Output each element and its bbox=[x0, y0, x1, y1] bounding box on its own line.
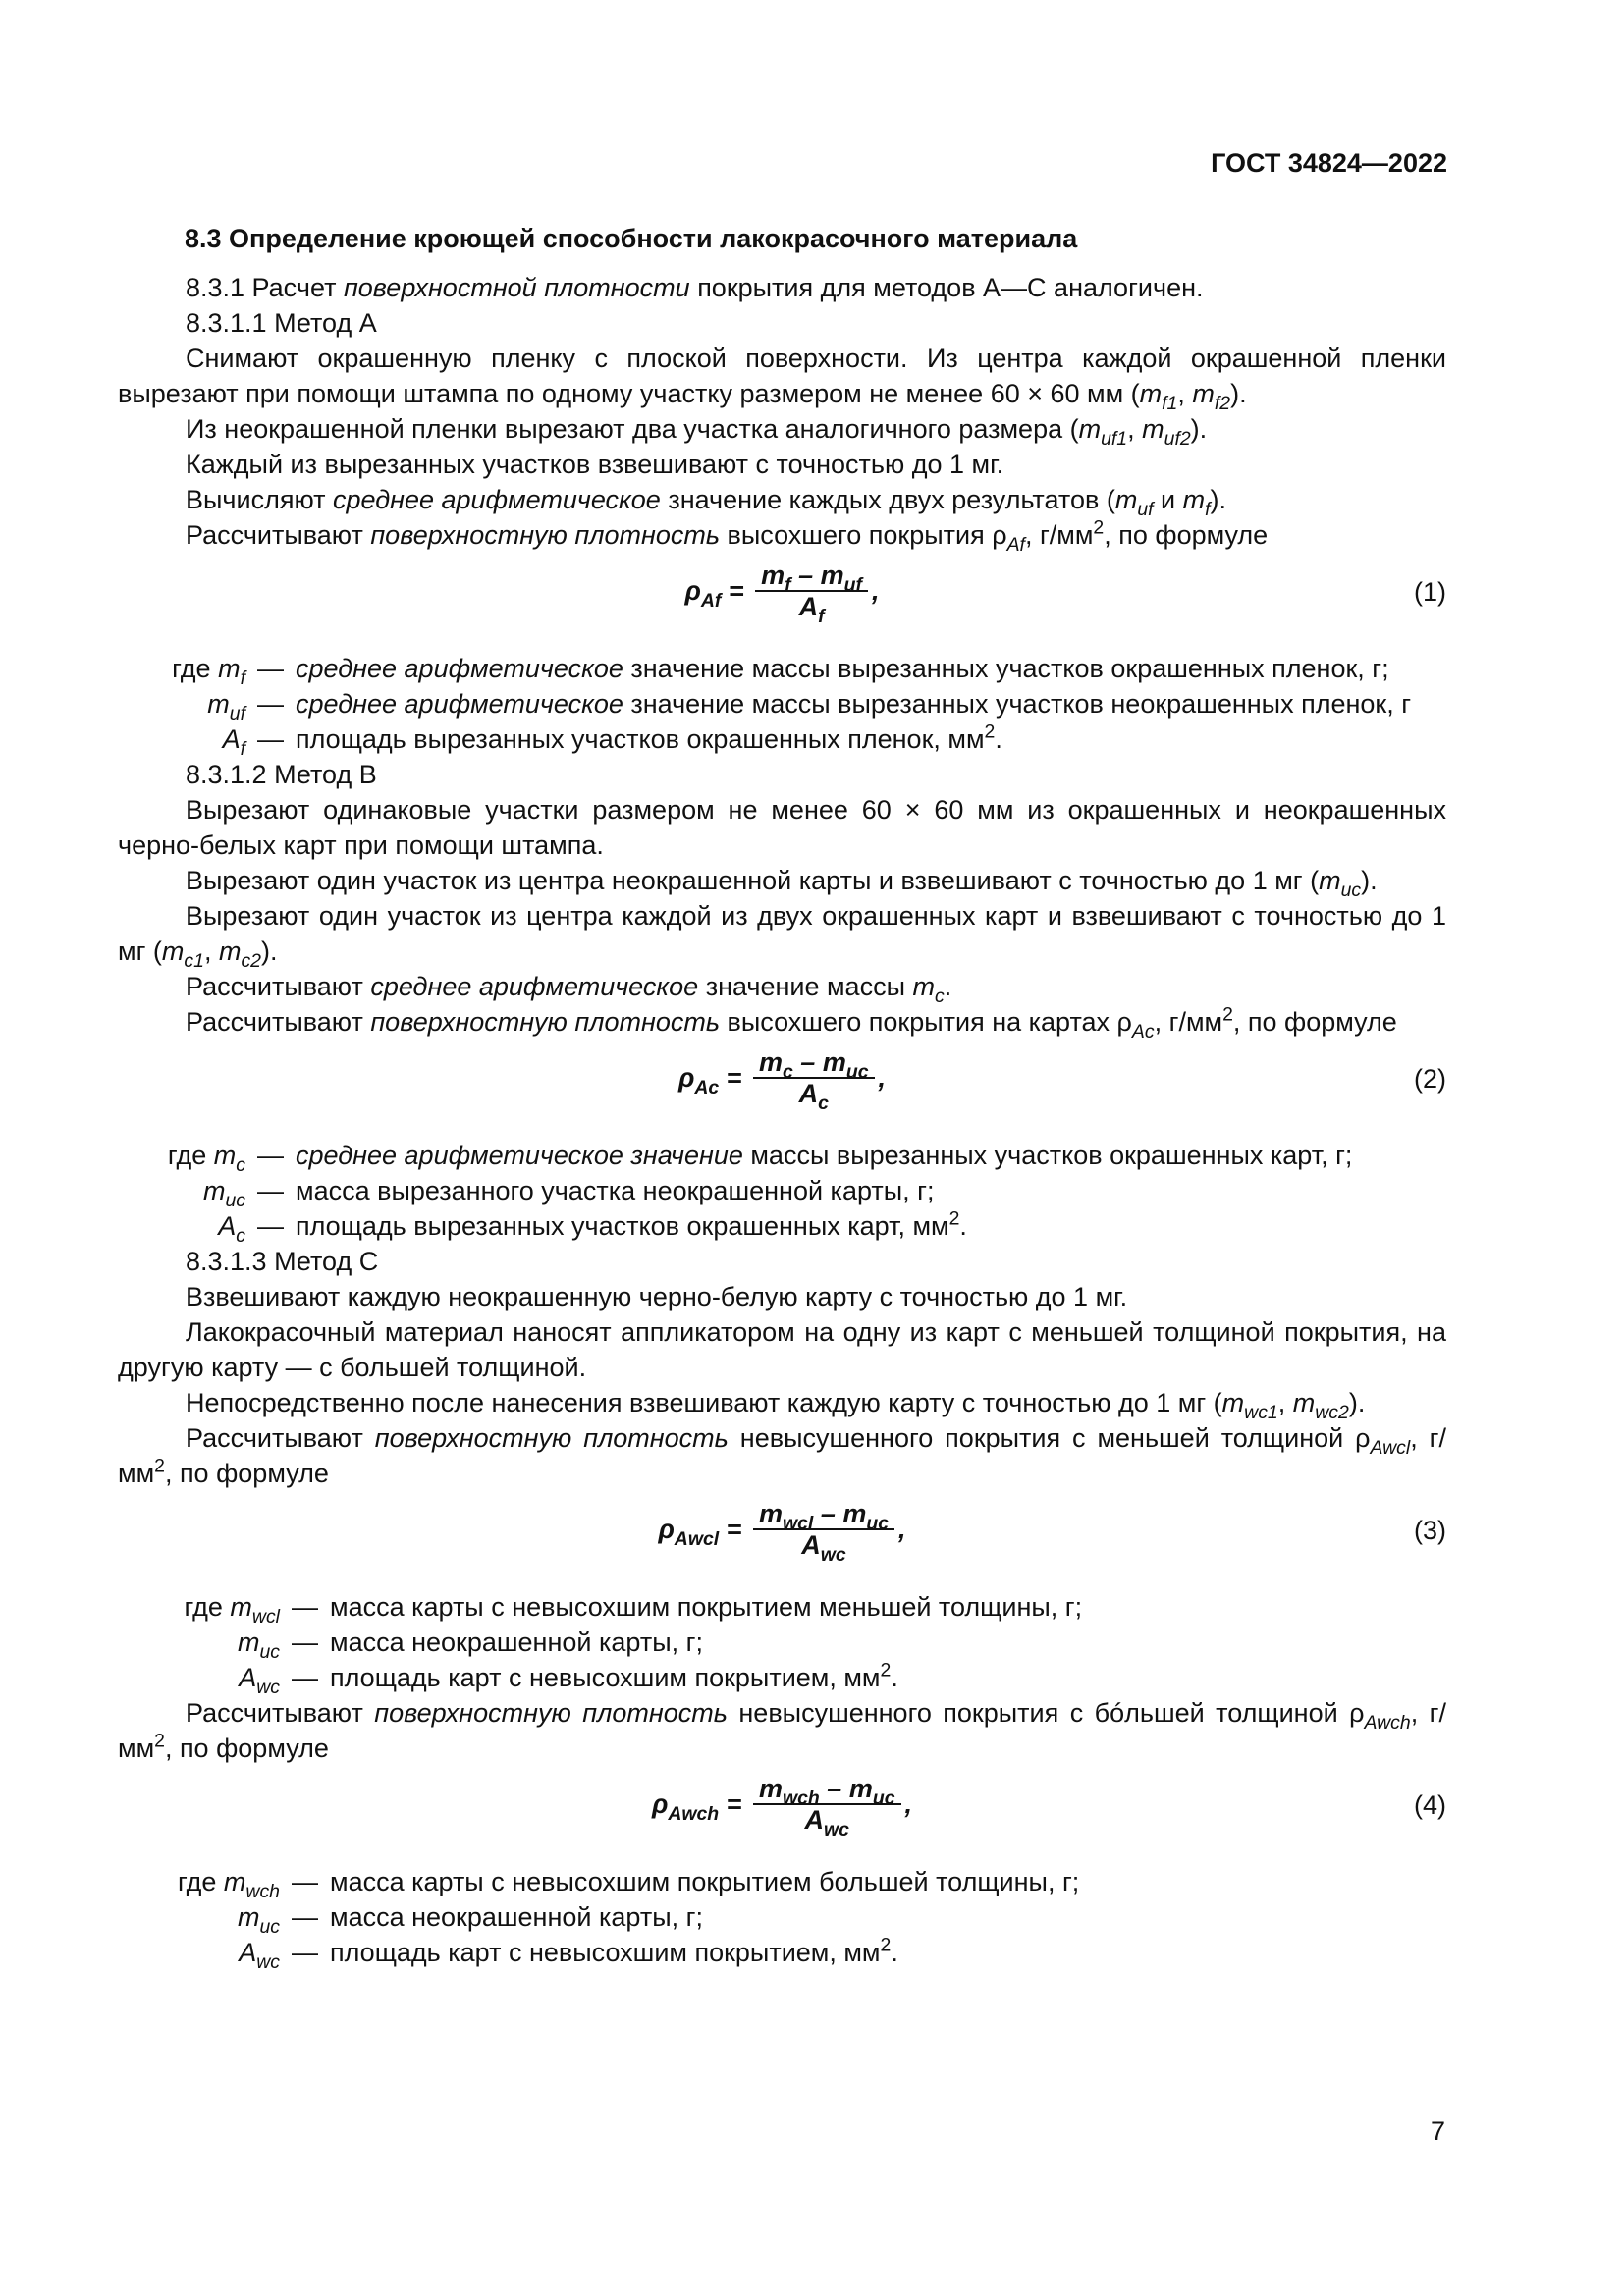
method-b-paragraph-3: Вырезают один участок из центра каждой из двух окрашенных карт и взвешивают с точностью до 1 мг ($m_{c1}$, $m_{c2}$). bbox=[118, 901, 1446, 972]
method-c-paragraph-5: Рассчитывают поверхностную плотность невысушенного покрытия с бóльшей толщиной $\rho_{Awch}$, $г/мм^2$, по формуле bbox=[118, 1698, 1447, 1763]
method-b-paragraph-4: Рассчитывают среднее арифметическое значение массы $m_c$. bbox=[186, 972, 952, 1007]
formula-1-fraction: $\frac{m_f - m_{uf}}{A_f}$ bbox=[755, 561, 868, 621]
method-b-paragraph-2: Вырезают один участок из центра неокрашенной карты и взвешивают с точностью до 1 мг $(m_{uc})$. bbox=[186, 866, 1378, 901]
definition-row: $A_c$ — площадь вырезанных участков окрашенных карт, $мм^2$. bbox=[218, 1207, 967, 1247]
method-a-paragraph-5: Рассчитывают поверхностную плотность высохшего покрытия $\rho_{Af}$, $г/мм^2$, по формуле bbox=[186, 516, 1269, 556]
formula-4-number: (4) bbox=[1414, 1790, 1446, 1820]
definition-row: $m_{uc}$ — масса неокрашенной карты, г; bbox=[237, 1628, 703, 1663]
definition-row: $m_{uc}$ — масса вырезанного участка неокрашенной карты, г; bbox=[202, 1176, 935, 1211]
method-b-paragraph-5: Рассчитывают поверхностную плотность высохшего покрытия на картах $\rho_{Ac}$, $г/мм^2$, по формуле bbox=[186, 1003, 1397, 1042]
formula-4-definitions bbox=[118, 1864, 1446, 1973]
definition-row: $m_{uf}$ — среднее арифметическое значение массы вырезанных участков неокрашенных пленок, г bbox=[207, 689, 1412, 724]
formula-4-fraction: $\frac{m_{wch} - m_{uc}}{A_{wc}}$ bbox=[753, 1774, 901, 1835]
formula-1-number: (1) bbox=[1414, 577, 1446, 607]
definition-row: $A_{wc}$ — площадь карт с невысохшим покрытием, $мм^2$. bbox=[239, 1659, 898, 1698]
method-c-heading: 8.3.1.3 Метод С bbox=[186, 1247, 379, 1276]
formula-3-number: (3) bbox=[1414, 1516, 1446, 1545]
method-b-paragraph-1: Вырезают одинаковые участки размером не менее 60 × 60 мм из окрашенных и неокрашенных черно-белых карт при помощи штампа. bbox=[118, 795, 1446, 860]
page-number: 7 bbox=[1430, 2116, 1445, 2146]
formula-3-definitions bbox=[118, 1589, 1446, 1698]
method-a-paragraph-3: Каждый из вырезанных участков взвешивают с точностью до 1 мг. bbox=[186, 450, 1004, 479]
method-c-paragraph-2: Лакокрасочный материал наносят аппликатором на одну из карт с меньшей толщиной покрытия, на другую карту — с большей толщиной. bbox=[118, 1317, 1446, 1382]
formula-2-number: (2) bbox=[1414, 1064, 1446, 1094]
formula-3-fraction: $\frac{m_{wcl} - m_{uc}}{A_{wc}}$ bbox=[753, 1499, 894, 1560]
document-code: ГОСТ 34824—2022 bbox=[1211, 148, 1447, 178]
definition-row: $m_{uc}$ — масса неокрашенной карты, г; bbox=[237, 1902, 703, 1938]
definition-row: где $m_f$ — среднее арифметическое значение массы вырезанных участков окрашенных пленок, г; bbox=[172, 654, 1389, 689]
method-c-paragraph-4: Рассчитывают поверхностную плотность невысушенного покрытия с меньшей толщиной $\rho_{Awcl}$, $г/мм^2$, по формуле bbox=[118, 1423, 1447, 1488]
formula-1-definitions bbox=[118, 651, 1446, 760]
formula-1: $\rho_{Af}$ = $\frac{m_f - m_{uf}}{A_f}$ , (1) bbox=[684, 561, 1446, 627]
method-a-paragraph-2: Из неокрашенной пленки вырезают два участка аналогичного размера ($m_{uf1}$, $m_{uf2}$). bbox=[186, 414, 1208, 450]
formula-2: $\rho_{Ac}$ = $\frac{m_c - m_{uc}}{A_c}$ , (2) bbox=[677, 1047, 1446, 1114]
method-b-heading: 8.3.1.2 Метод В bbox=[186, 760, 377, 789]
method-c-paragraph-3: Непосредственно после нанесения взвешивают каждую карту с точностью до 1 мг ($m_{wc1}$, $m_{wc2}$). bbox=[186, 1388, 1366, 1423]
method-c-paragraph-1: Взвешивают каждую неокрашенную черно-белую карту с точностью до 1 мг. bbox=[186, 1282, 1128, 1311]
formula-2-definitions bbox=[118, 1138, 1446, 1247]
definition-row: где $m_{wch}$ — масса карты с невысохшим покрытием большей толщины, г; bbox=[178, 1867, 1080, 1902]
definition-row: $A_f$ — площадь вырезанных участков окрашенных пленок, $мм^2$. bbox=[222, 721, 1002, 760]
definition-row: где $m_c$ — среднее арифметическое значение массы вырезанных участков окрашенных карт, г; bbox=[167, 1141, 1353, 1176]
definition-row: где $m_{wcl}$ — масса карты с невысохшим покрытием меньшей толщины, г; bbox=[184, 1592, 1083, 1628]
document-body bbox=[118, 221, 1447, 1973]
formula-2-fraction: $\frac{m_c - m_{uc}}{A_c}$ bbox=[753, 1047, 875, 1108]
formula-3: $\rho_{Awcl}$ = $\frac{m_{wcl} - m_{uc}}{A_{wc}}$ , (3) bbox=[658, 1499, 1446, 1566]
method-a-heading: 8.3.1.1 Метод А bbox=[186, 308, 377, 338]
paragraph-8-3-1: 8.3.1 Расчет поверхностной плотности покрытия для методов А—С аналогичен. bbox=[186, 273, 1204, 302]
method-a-paragraph-4: Вычисляют среднее арифметическое значение каждых двух результатов ($m_{uf}$ и $m_f$). bbox=[186, 485, 1227, 520]
method-a-paragraph-1: Снимают окрашенную пленку с плоской поверхности. Из центра каждой окрашенной пленки вырезают при помощи штампа по одному участку размером не менее 60 × 60 мм ($m_{f1}$, $m_{f2}$). bbox=[118, 344, 1446, 414]
definition-row: $A_{wc}$ — площадь карт с невысохшим покрытием, $мм^2$. bbox=[239, 1934, 898, 1973]
formula-4: $\rho_{Awch}$ = $\frac{m_{wch} - m_{uc}}{A_{wc}}$ , (4) bbox=[651, 1774, 1446, 1841]
section-title: 8.3 Определение кроющей способности лакокрасочного материала bbox=[185, 224, 1078, 253]
